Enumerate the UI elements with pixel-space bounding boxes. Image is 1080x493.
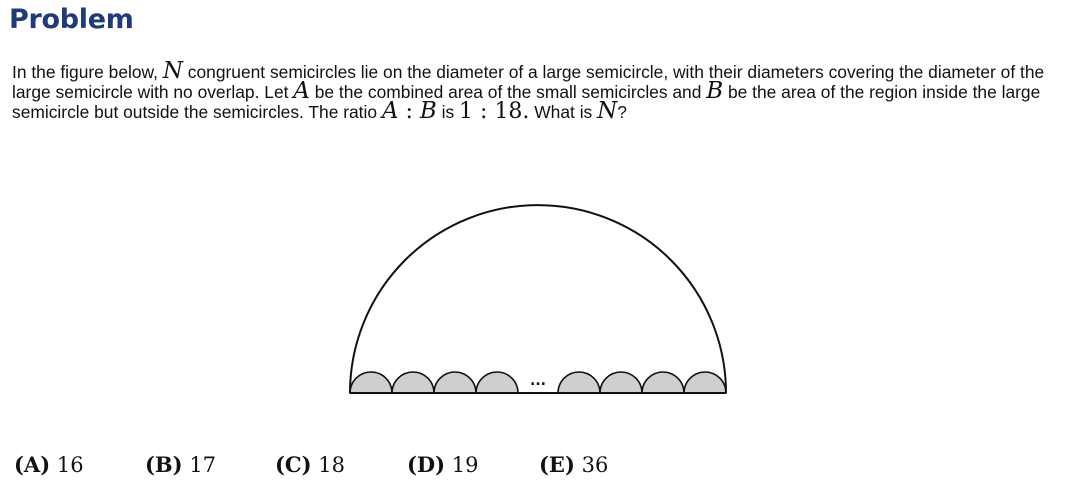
choice-c: (C) 18 xyxy=(275,452,346,477)
small-semicircle xyxy=(642,372,684,393)
ellipsis-label: ... xyxy=(530,373,546,389)
small-semicircle xyxy=(600,372,642,393)
small-semicircle xyxy=(558,372,600,393)
choice-b: (B) 17 xyxy=(145,452,217,477)
small-semicircle xyxy=(476,372,518,393)
small-semicircle xyxy=(684,372,726,393)
small-semicircle xyxy=(434,372,476,393)
problem-statement: In the figure below, N congruent semicircles lie on the diameter of a large semicircle, with their diameters covering the diameter of the large semicircle with no overlap. Let A be the combined area of the small semicircles and B be the area of the region inside the large semicircle but outside the semicircles. The ratio A : B is 1 : 18. What is N? xyxy=(12,58,1045,124)
small-semicircle xyxy=(350,372,392,393)
small-semicircle xyxy=(392,372,434,393)
large-semicircle xyxy=(350,205,726,393)
choice-d: (D) 19 xyxy=(407,452,479,477)
page-title: Problem xyxy=(9,4,134,35)
choice-a: (A) 16 xyxy=(14,452,84,477)
choice-e: (E) 36 xyxy=(539,452,609,477)
